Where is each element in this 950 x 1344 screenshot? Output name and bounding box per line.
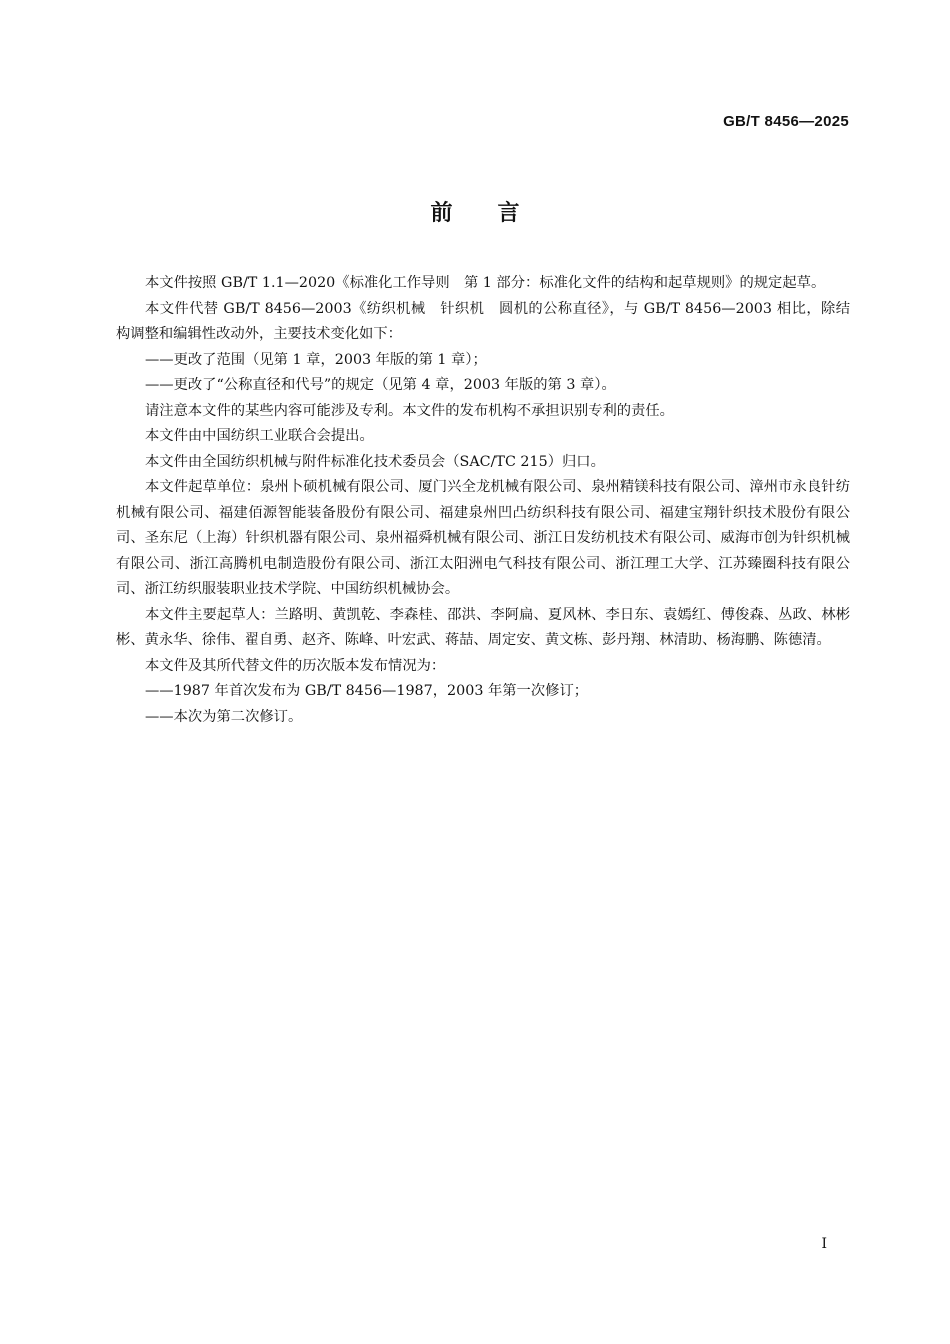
paragraph: 本文件起草单位：泉州卜硕机械有限公司、厦门兴全龙机械有限公司、泉州精镁科技有限公司、漳州市永良针纺机械有限公司、福建佰源智能装备股份有限公司、福建泉州凹凸纺织科技有限公司、福建宝翔针织技术股份有限公司、圣东尼（上海）针织机器有限公司、泉州福舜机械有限公司、浙江日发纺机技术有限公司、威海市创为针织机械有限公司、浙江高腾机电制造股份有限公司、浙江太阳洲电气科技有限公司、浙江理工大学、江苏臻圈科技有限公司、浙江纺织服装职业技术学院、中国纺织机械协会。	[116, 479, 850, 597]
paragraph: 请注意本文件的某些内容可能涉及专利。本文件的发布机构不承担识别专利的责任。	[145, 402, 674, 419]
paragraph: 本文件按照 GB/T 1.1—2020《标准化工作导则 第 1 部分：标准化文件的结构和起草规则》的规定起草。	[145, 275, 826, 291]
paragraph: ——更改了范围（见第 1 章，2003 年版的第 1 章）；	[145, 351, 487, 368]
paragraph: 本文件由全国纺织机械与附件标准化技术委员会（SAC/TC 215）归口。	[145, 453, 605, 470]
paragraph: ——更改了“公称直径和代号”的规定（见第 4 章，2003 年版的第 3 章）。	[145, 377, 616, 393]
page-title: 前言	[430, 201, 565, 226]
paragraph: ——本次为第二次修订。	[145, 708, 303, 725]
page-number: I	[821, 1236, 827, 1252]
paragraph: 本文件主要起草人：兰路明、黄凯乾、李森桂、邵洪、李阿扁、夏风林、李日东、袁嫣红、傅俊森、丛政、林彬彬、黄永华、徐伟、翟自勇、赵齐、陈峰、叶宏武、蒋喆、周定安、黄文栋、彭丹翔、林清助、杨海鹏、陈德清。	[116, 606, 850, 648]
paragraph: 本文件及其所代替文件的历次版本发布情况为：	[145, 657, 446, 674]
paragraph: ——1987 年首次发布为 GB/T 8456—1987，2003 年第一次修订；	[145, 683, 589, 699]
paragraph: 本文件由中国纺织工业联合会提出。	[145, 428, 374, 444]
standard-number: GB/T 8456—2025	[723, 113, 849, 130]
document-body	[116, 271, 850, 730]
paragraph: 本文件代替 GB/T 8456—2003《纺织机械 针织机 圆机的公称直径》，与 GB/T 8456—2003 相比，除结构调整和编辑性改动外，主要技术变化如下：	[116, 300, 850, 342]
